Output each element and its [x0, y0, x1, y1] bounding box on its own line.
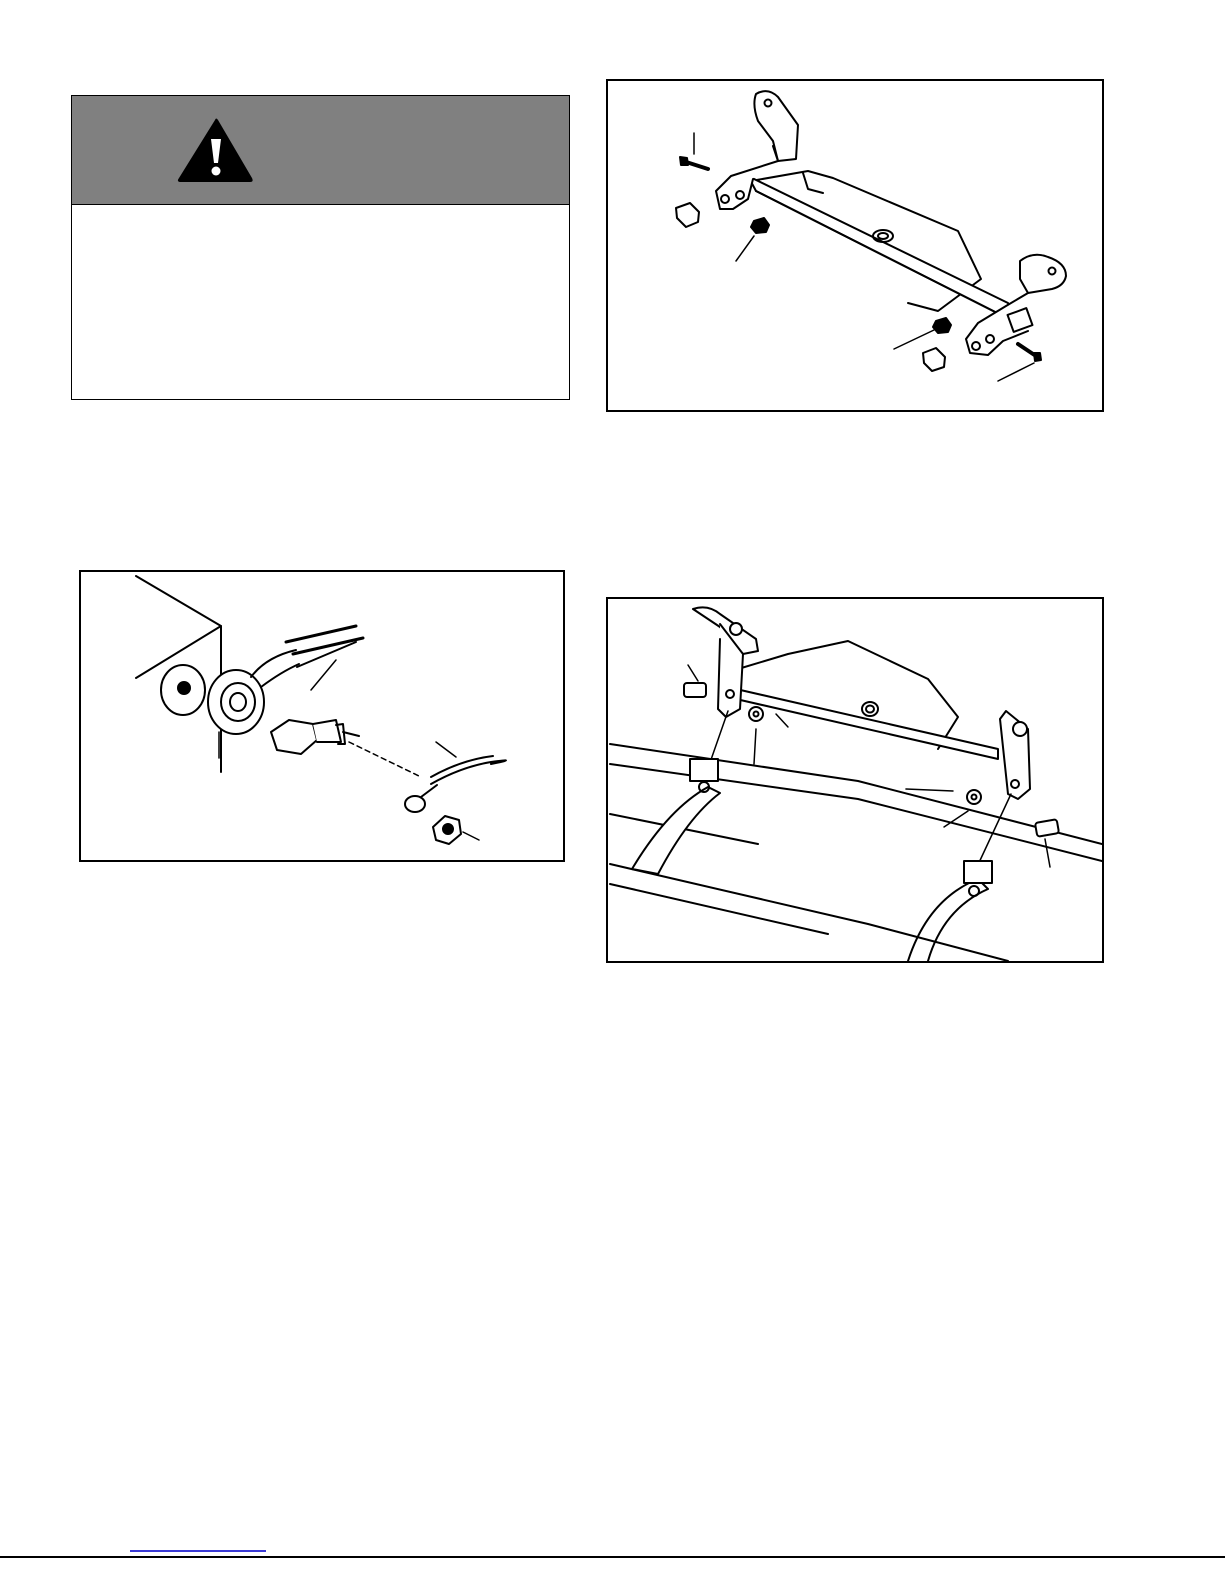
footer-link-underline[interactable] [130, 1550, 266, 1552]
sensor-wiring-figure [79, 570, 565, 862]
bucket-linkage-drawing [608, 599, 1102, 961]
footer-rule [0, 1556, 1225, 1558]
subframe-assembly-figure [606, 79, 1104, 412]
warning-triangle-icon [72, 96, 569, 204]
bucket-linkage-figure [606, 597, 1104, 963]
warning-header [72, 96, 569, 205]
warning-body [72, 204, 569, 399]
warning-box [71, 95, 570, 400]
subframe-assembly-drawing [608, 81, 1102, 410]
sensor-wiring-drawing [81, 572, 563, 860]
